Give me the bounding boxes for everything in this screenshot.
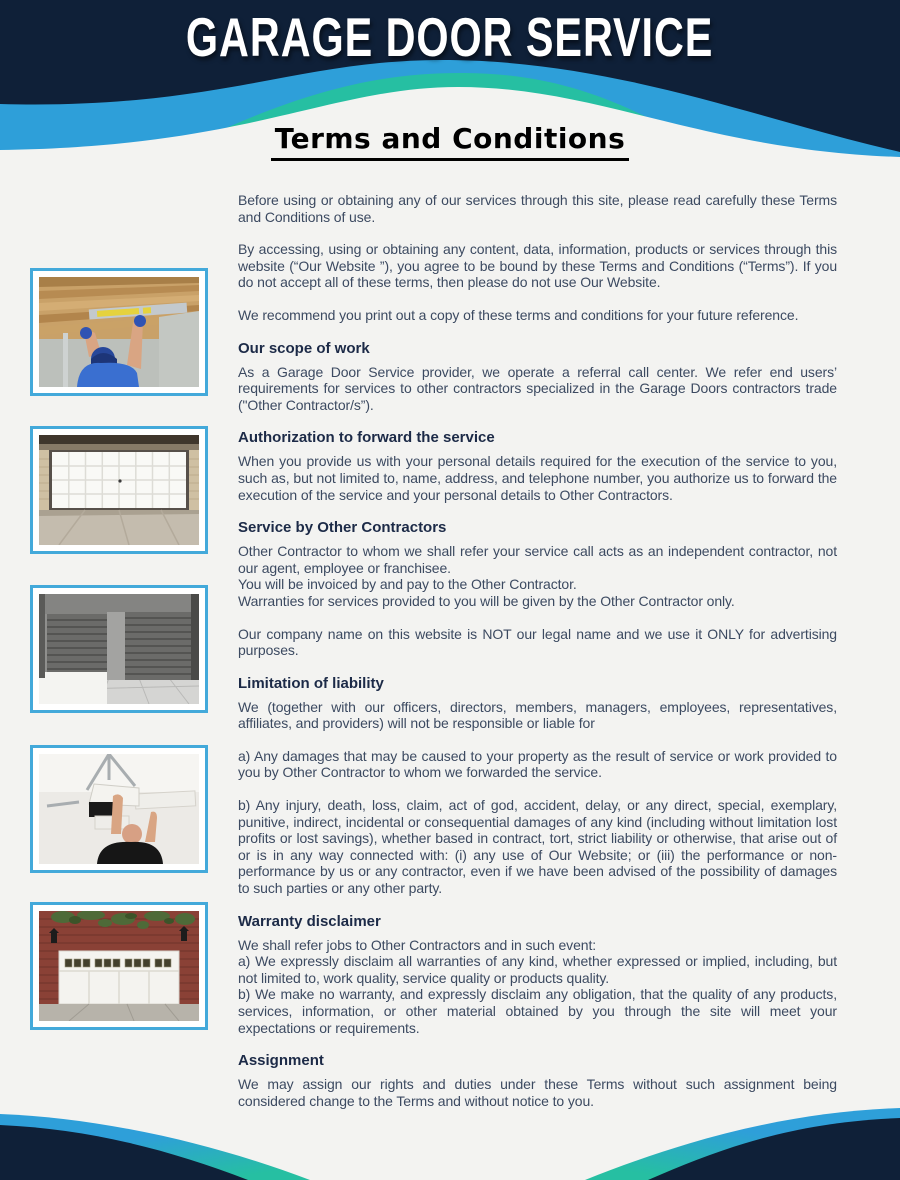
photo-roller-doors-illustration	[39, 594, 199, 704]
paragraph: b) We make no warranty, and expressly disclaim any obligation, that the quality of any products, services, information, or other material obtained by you through the site will meet your expectations or requirements.	[238, 986, 837, 1036]
paragraph: Other Contractor to whom we shall refer your service call acts as an independent contractor, not our agent, employee or franchisee.	[238, 543, 837, 576]
brand-title-text: GARAGE DOOR SERVICE	[186, 6, 714, 69]
paragraph: Before using or obtaining any of our services through this site, please read carefully these Terms and Conditions of use.	[238, 192, 837, 225]
paragraph: a) We expressly disclaim all warranties of any kind, whether expressed or implied, including, but not limited to, work quality, service quality or products quality.	[238, 953, 837, 986]
photo-opener-installation-illustration	[39, 754, 199, 864]
section-heading: Service by Other Contractors	[238, 519, 447, 537]
section-heading: Assignment	[238, 1052, 324, 1070]
section-heading: Limitation of liability	[238, 674, 384, 692]
section-heading: Warranty disclaimer	[238, 912, 381, 930]
photo-brick-house-garage	[30, 902, 208, 1030]
photo-white-garage-door	[30, 426, 208, 554]
photo-white-garage-door-illustration	[39, 435, 199, 545]
page-title-wrap	[0, 122, 900, 161]
paragraph: By accessing, using or obtaining any content, data, information, products or services through this website (“Our Website ”), you agree to be bound by these Terms and Conditions (“Terms”). If you do not accept all of these terms, then please do not use Our Website.	[238, 241, 837, 291]
paragraph: You will be invoiced by and pay to the Other Contractor.	[238, 576, 577, 593]
photo-ceiling-level-installation	[30, 268, 208, 396]
brand-title	[0, 6, 900, 69]
paragraph: We recommend you print out a copy of these terms and conditions for your future reference.	[238, 306, 799, 323]
paragraph: We shall refer jobs to Other Contractors and in such event:	[238, 936, 597, 953]
paragraph: Our company name on this website is NOT our legal name and we use it ONLY for advertising purposes.	[238, 625, 837, 659]
paragraph: Warranties for services provided to you will be given by the Other Contractor only.	[238, 592, 735, 609]
paragraph: As a Garage Door Service provider, we operate a referral call center. We refer end users’ requirements for services to other contractors specialized in the Garage Doors contractors trade ("Other Contractor/s”).	[238, 363, 837, 413]
page-title: Terms and Conditions	[271, 122, 630, 161]
paragraph: When you provide us with your personal details required for the execution of the service to you, such as, but not limited to, name, address, and telephone number, you authorize us to forward the execution of the service and your personal details to Other Contractors.	[238, 453, 837, 503]
paragraph: We may assign our rights and duties under these Terms without such assignment being considered change to the Terms and without notice to you.	[238, 1076, 837, 1109]
section-heading: Authorization to forward the service	[238, 429, 495, 447]
paragraph: a) Any damages that may be caused to your property as the result of service or work provided to you by Other Contractor to whom we forwarded the service.	[238, 747, 837, 781]
section-heading: Our scope of work	[238, 339, 370, 357]
photo-brick-house-illustration	[39, 911, 199, 1021]
paragraph: b) Any injury, death, loss, claim, act of god, accident, delay, or any direct, special, exemplary, punitive, indirect, incidental or consequential damages of any kind (including without limitation lost profits or lost savings), whether based in contract, tort, strict liability or otherwise, that arise out of or is in any way connected with: (i) any use of Our Website; or (iii) the performance or non-performance by us or any contractor, even if we have been advised of the possibility of damages to such parties or any other party.	[238, 797, 837, 897]
photo-ceiling-level-illustration	[39, 277, 199, 387]
paragraph: We (together with our officers, directors, members, managers, employees, representatives, affiliates, and providers) will not be responsible or liable for	[238, 698, 837, 732]
photo-opener-installation	[30, 745, 208, 873]
terms-content	[238, 192, 837, 1125]
photo-roller-shutter-doors	[30, 585, 208, 713]
